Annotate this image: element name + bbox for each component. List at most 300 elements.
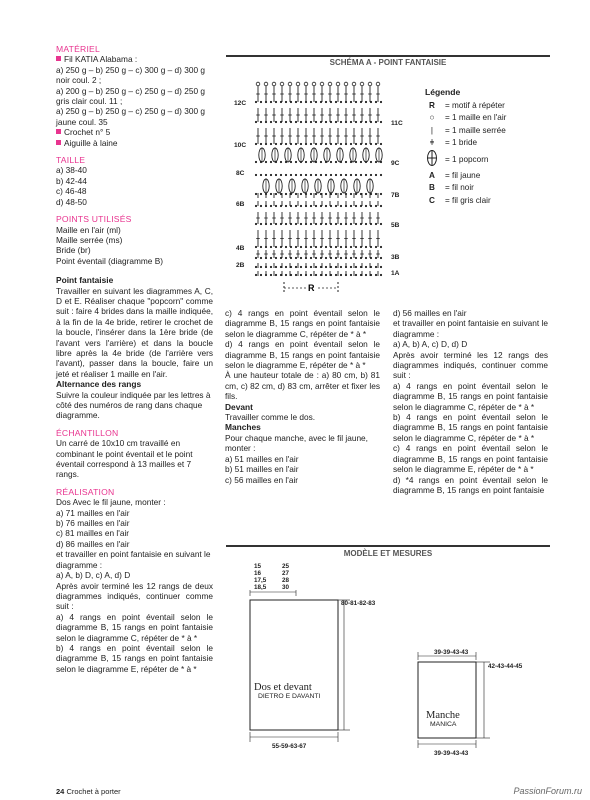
chain-loop <box>360 82 364 86</box>
legend-row: | = 1 maille serrée <box>430 125 506 135</box>
legend-row: A = fil jaune <box>429 170 481 180</box>
modele-rule <box>226 545 550 547</box>
modele-title: MODÈLE ET MESURES <box>343 549 433 558</box>
chain-stitch <box>310 223 312 225</box>
chain-stitch <box>300 121 302 123</box>
measurements-diagram <box>226 560 550 770</box>
chain-stitch <box>325 274 327 276</box>
manches-line: a) 51 mailles en l'air <box>225 453 299 464</box>
echantillon-text: Un carré de 10x10 cm travaillé en combinant le point éventail et le point éventail correspond à 13 mailles et 7 rangs. <box>56 438 193 480</box>
alternance-text: Suivre la couleur indiquée par les lettres à côté des numéros de rang dans chaque diagramme. <box>56 389 211 421</box>
chain-stitch <box>275 174 277 176</box>
chain-stitch <box>380 246 382 248</box>
row-label: 9C <box>391 160 400 167</box>
chain-stitch <box>340 143 342 145</box>
chain-stitch <box>375 266 377 268</box>
chain-stitch <box>270 101 272 103</box>
chain-stitch <box>375 121 377 123</box>
chain-stitch <box>335 143 337 145</box>
realisation-after: Après avoir terminé les 12 rangs de deux diagrammes indiqués, continuer comme suit : <box>56 580 213 612</box>
chain-stitch <box>365 274 367 276</box>
chain-stitch <box>325 223 327 225</box>
shoulder-dim: 30 <box>282 584 290 591</box>
realisation-line: c) 81 mailles en l'air <box>56 528 130 539</box>
d-line: d) 56 mailles en l'air <box>393 308 467 318</box>
chain-stitch <box>375 257 377 259</box>
devant-text: Travailler comme le dos. <box>225 412 316 423</box>
legend-row: ǂ = 1 bride <box>429 138 478 148</box>
dos-sub: DIETRO E DAVANTI <box>258 693 321 700</box>
legend-row: B = fil noir <box>429 183 474 193</box>
bullet-icon <box>56 140 61 145</box>
chain-stitch <box>380 257 382 259</box>
neck-dim: 17,5 <box>254 577 267 584</box>
chain-stitch <box>335 246 337 248</box>
chain-stitch <box>255 101 257 103</box>
chain-stitch <box>340 205 342 207</box>
chain-stitch <box>335 174 337 176</box>
chain-stitch <box>275 223 277 225</box>
manches-line: Pour chaque manche, avec le fil jaune, monter : <box>225 432 368 454</box>
chain-stitch <box>255 143 257 145</box>
chain-stitch <box>270 121 272 123</box>
chain-stitch <box>365 174 367 176</box>
chain-stitch <box>315 223 317 225</box>
realisation-line: b) 76 mailles en l'air <box>56 518 130 529</box>
chain-loop <box>272 82 276 86</box>
chain-stitch <box>315 246 317 248</box>
page-footer <box>56 787 121 796</box>
chain-stitch <box>260 257 262 259</box>
chain-stitch <box>325 174 327 176</box>
manche-label: Manche <box>426 710 460 721</box>
legend-row: R = motif à répéter <box>429 100 505 110</box>
cont-text: et travailler en point fantaisie en suivant le diagramme : <box>393 318 548 339</box>
chain-stitch <box>380 274 382 276</box>
chain-stitch <box>255 274 257 276</box>
devant-title: Devant <box>225 401 253 412</box>
chain-stitch <box>310 193 312 195</box>
chain-stitch <box>300 193 302 195</box>
chain-stitch <box>380 101 382 103</box>
chain-stitch <box>295 274 297 276</box>
chain-loop <box>304 82 308 86</box>
chain-stitch <box>335 223 337 225</box>
chain-stitch <box>315 205 317 207</box>
chain-stitch <box>310 174 312 176</box>
popcorn-icon <box>425 149 439 169</box>
echantillon-heading: ÉCHANTILLON <box>56 427 119 438</box>
chain-stitch <box>335 101 337 103</box>
hauteur-text: À une hauteur totale de : a) 80 cm, b) 81 cm, c) 82 cm, d) 83 cm, arrêter et fixer les fils. <box>225 370 380 402</box>
chain-stitch <box>290 174 292 176</box>
chain-stitch <box>350 101 352 103</box>
chain-stitch <box>315 174 317 176</box>
row-label: 10C <box>234 142 247 149</box>
chain-stitch <box>355 205 357 207</box>
chain-stitch <box>365 257 367 259</box>
chain-loop <box>264 82 268 86</box>
chain-stitch <box>295 266 297 268</box>
taille-heading: TAILLE <box>56 155 86 166</box>
chain-stitch <box>285 266 287 268</box>
chain-stitch <box>315 143 317 145</box>
materiel-heading: MATÉRIEL <box>56 44 100 54</box>
row-label: 4B <box>236 245 245 252</box>
chain-stitch <box>335 274 337 276</box>
chain-stitch <box>325 121 327 123</box>
chain-stitch <box>300 246 302 248</box>
chain-loop <box>256 82 260 86</box>
chain-stitch <box>315 121 317 123</box>
taille-line: a) 38-40 <box>56 165 87 176</box>
dos-height-dim: 80-81-82-83 <box>341 600 376 607</box>
chain-stitch <box>285 174 287 176</box>
magazine-name: Crochet à porter <box>66 787 121 796</box>
repeat-label: R <box>308 283 315 293</box>
chain-stitch <box>295 246 297 248</box>
chain-stitch <box>350 266 352 268</box>
chain-stitch <box>275 143 277 145</box>
chain-stitch <box>340 274 342 276</box>
chain-stitch <box>295 174 297 176</box>
chain-stitch <box>380 205 382 207</box>
chain-stitch <box>340 266 342 268</box>
column-right <box>393 308 548 495</box>
point-fantaisie-title: Point fantaisie <box>56 275 114 286</box>
taille-line: c) 46-48 <box>56 186 87 197</box>
row-label: 6B <box>236 201 245 208</box>
chain-stitch <box>365 101 367 103</box>
item-b: b) 4 rangs en point éventail selon le diagramme B, 15 rangs en point fantaisie selon le diagramme C, répéter de * à * <box>393 412 548 443</box>
chain-stitch <box>275 205 277 207</box>
chain-stitch <box>325 101 327 103</box>
item-a: a) 4 rangs en point éventail selon le diagramme B, 15 rangs en point fantaisie selon le diagramme C, répéter de * à * <box>393 380 548 412</box>
chain-stitch <box>295 101 297 103</box>
watermark: PassionForum.ru <box>513 786 582 796</box>
chain-stitch <box>310 274 312 276</box>
alternance-title: Alternance des rangs <box>56 379 142 390</box>
chain-stitch <box>330 174 332 176</box>
shoulder-dim: 28 <box>282 577 290 584</box>
chain-stitch <box>285 246 287 248</box>
chain-stitch <box>260 246 262 248</box>
shoulder-dim: 25 <box>282 563 290 570</box>
chain-stitch <box>340 121 342 123</box>
chain-stitch <box>310 121 312 123</box>
chain-stitch <box>275 101 277 103</box>
chain-stitch <box>340 223 342 225</box>
chain-stitch <box>310 143 312 145</box>
chain-stitch <box>260 174 262 176</box>
chain-stitch <box>355 101 357 103</box>
legend-title: Légende <box>425 87 461 97</box>
chain-stitch <box>345 161 347 163</box>
legend-row: ○ = 1 maille en l'air <box>429 113 507 123</box>
legend-row: C = fil gris clair <box>429 195 491 205</box>
row-label: 5B <box>391 222 400 229</box>
stitch-diagram <box>226 72 426 302</box>
row-label: 1A <box>391 270 400 277</box>
chain-loop <box>336 82 340 86</box>
chain-stitch <box>320 161 322 163</box>
chain-stitch <box>335 121 337 123</box>
chain-stitch <box>355 246 357 248</box>
chain-stitch <box>335 205 337 207</box>
chain-stitch <box>310 257 312 259</box>
materiel-line: Fil KATIA Alabama : <box>56 54 213 64</box>
chain-loop <box>320 82 324 86</box>
chain-stitch <box>255 174 257 176</box>
points-line: Maille en l'air (ml) <box>56 224 121 235</box>
manches-line: c) 56 mailles en l'air <box>225 474 299 485</box>
chain-stitch <box>270 274 272 276</box>
chain-stitch <box>380 121 382 123</box>
chain-stitch <box>360 161 362 163</box>
chain-stitch <box>325 193 327 195</box>
row-label: 8C <box>236 170 245 177</box>
materiel-line: Crochet n° 5 <box>56 127 213 137</box>
chain-stitch <box>260 274 262 276</box>
chain-stitch <box>350 223 352 225</box>
chain-stitch <box>255 257 257 259</box>
realisation-a: a) 4 rangs en point éventail selon le diagramme B, 15 rangs en point fantaisie selon le diagramme C, répéter de * à * <box>56 611 213 643</box>
chain-stitch <box>350 246 352 248</box>
chain-stitch <box>295 143 297 145</box>
manches-line: b) 51 mailles en l'air <box>225 464 299 475</box>
chain-stitch <box>350 193 352 195</box>
chain-stitch <box>355 257 357 259</box>
chain-stitch <box>270 174 272 176</box>
chain-stitch <box>300 205 302 207</box>
chain-stitch <box>290 161 292 163</box>
chain-stitch <box>260 121 262 123</box>
chain-stitch <box>320 174 322 176</box>
chain-stitch <box>340 174 342 176</box>
chain-stitch <box>325 266 327 268</box>
legend <box>425 87 545 207</box>
schema-rule <box>226 55 550 57</box>
chain-stitch <box>265 161 267 163</box>
chain-stitch <box>365 223 367 225</box>
chain-stitch <box>380 223 382 225</box>
chain-stitch <box>355 223 357 225</box>
column-middle <box>225 308 380 485</box>
point-fantaisie-text: Travailler en suivant les diagrammes A, C, D et E. Réaliser chaque "popcorn" comme suit : faire 4 brides dans la maille indiquée, à la fin de la 4e bride, retirer le crochet de la boucle, l'insérer dans la 1ère bride (de l'avant vers l'arrière) et dans la boucle libre après la 4e bride (de l'arrière vers l'avant), passer dans la boucle, faire un jeté et réaliser 1 maille en l'air. <box>56 285 213 379</box>
chain-stitch <box>295 161 297 163</box>
chain-stitch <box>325 143 327 145</box>
chain-stitch <box>285 193 287 195</box>
chain-stitch <box>255 121 257 123</box>
chain-loop <box>296 82 300 86</box>
manche-height-dim: 42-43-44-45 <box>488 663 523 670</box>
chain-stitch <box>295 121 297 123</box>
chain-loop <box>288 82 292 86</box>
row-label: 11C <box>391 120 403 127</box>
bullet-icon <box>56 129 61 134</box>
chain-stitch <box>350 205 352 207</box>
chain-stitch <box>355 143 357 145</box>
chain-stitch <box>310 205 312 207</box>
chain-stitch <box>300 266 302 268</box>
chain-stitch <box>350 257 352 259</box>
materiel-line: a) 250 g – b) 250 g – c) 300 g – d) 300 g noir coul. 2 ; <box>56 64 205 86</box>
chain-stitch <box>360 174 362 176</box>
chain-stitch <box>285 223 287 225</box>
chain-stitch <box>300 143 302 145</box>
chain-stitch <box>295 223 297 225</box>
row-label: 7B <box>391 192 400 199</box>
chain-stitch <box>340 246 342 248</box>
chain-stitch <box>260 223 262 225</box>
row-label: 2B <box>236 262 245 269</box>
chain-loop <box>280 82 284 86</box>
chain-stitch <box>255 223 257 225</box>
chain-stitch <box>300 257 302 259</box>
chain-stitch <box>270 223 272 225</box>
chain-stitch <box>375 274 377 276</box>
chain-stitch <box>350 274 352 276</box>
row-label: 3B <box>391 254 400 261</box>
chain-stitch <box>375 193 377 195</box>
chain-stitch <box>255 266 257 268</box>
chain-stitch <box>260 143 262 145</box>
points-line: Point éventail (diagramme B) <box>56 255 163 266</box>
after-text: Après avoir terminé les 12 rangs des diagrammes indiqués, continuer comme suit : <box>393 349 548 381</box>
chain-loop <box>328 82 332 86</box>
chain-stitch <box>270 143 272 145</box>
taille-line: d) 48-50 <box>56 196 87 207</box>
chain-stitch <box>285 257 287 259</box>
chain-stitch <box>275 121 277 123</box>
chain-stitch <box>285 121 287 123</box>
dos-devant-shape <box>250 600 338 730</box>
chain-stitch <box>355 161 357 163</box>
chain-stitch <box>310 246 312 248</box>
item-d: d) *4 rangs en point éventail selon le diagramme B, 15 rangs en point fantaisie <box>393 474 548 495</box>
materiel-line: Aiguille à laine <box>56 138 213 148</box>
column-left <box>56 44 213 674</box>
chain-stitch <box>375 174 377 176</box>
realisation-line: a) A, b) D, c) A, d) D <box>56 570 131 581</box>
chain-stitch <box>280 174 282 176</box>
chain-stitch <box>350 143 352 145</box>
chain-loop <box>368 82 372 86</box>
points-heading: POINTS UTILISÉS <box>56 214 132 225</box>
chain-stitch <box>355 274 357 276</box>
chain-stitch <box>300 101 302 103</box>
chain-stitch <box>300 223 302 225</box>
chain-stitch <box>275 257 277 259</box>
chain-stitch <box>300 274 302 276</box>
chain-stitch <box>365 193 367 195</box>
chain-stitch <box>295 193 297 195</box>
chain-stitch <box>340 257 342 259</box>
taille-line: b) 42-44 <box>56 175 87 186</box>
chain-stitch <box>335 266 337 268</box>
chain-stitch <box>340 193 342 195</box>
chain-stitch <box>285 101 287 103</box>
chain-stitch <box>270 161 272 163</box>
schema-title: SCHÉMA A - POINT FANTAISIE <box>329 58 447 67</box>
chain-loop <box>312 82 316 86</box>
chain-stitch <box>380 143 382 145</box>
shoulder-dim: 27 <box>282 570 290 577</box>
manche-sub: MANICA <box>430 721 457 728</box>
chain-stitch <box>325 257 327 259</box>
realisation-line: Dos Avec le fil jaune, monter : <box>56 497 166 508</box>
chain-stitch <box>315 101 317 103</box>
chain-stitch <box>280 161 282 163</box>
chain-stitch <box>295 205 297 207</box>
c-text: c) 4 rangs en point éventail selon le diagramme B, 15 rangs en point fantaisie selon le diagramme C, répéter de * à * <box>225 308 380 339</box>
chain-stitch <box>260 266 262 268</box>
chain-stitch <box>315 266 317 268</box>
chain-stitch <box>375 205 377 207</box>
chain-stitch <box>365 143 367 145</box>
dos-label: Dos et devant <box>254 682 312 693</box>
chain-stitch <box>275 266 277 268</box>
chain-stitch <box>330 161 332 163</box>
chain-stitch <box>350 121 352 123</box>
chain-stitch <box>310 101 312 103</box>
chain-stitch <box>375 246 377 248</box>
chain-stitch <box>340 101 342 103</box>
chain-stitch <box>310 161 312 163</box>
chain-stitch <box>270 266 272 268</box>
d-text: d) 4 rangs en point éventail selon le diagramme B, 15 rangs en point fantaisie selon le diagramme E, répéter de * à * <box>225 339 380 371</box>
realisation-line: a) 71 mailles en l'air <box>56 507 130 518</box>
realisation-line: d) 86 mailles en l'air <box>56 538 130 549</box>
item-c: c) 4 rangs en point éventail selon le diagramme B, 15 rangs en point fantaisie selon le diagramme E, répéter de * à * <box>393 443 548 475</box>
chain-stitch <box>365 121 367 123</box>
bullet-icon <box>56 56 61 61</box>
chain-stitch <box>365 246 367 248</box>
chain-stitch <box>305 161 307 163</box>
chain-stitch <box>325 246 327 248</box>
realisation-b: b) 4 rangs en point éventail selon le diagramme B, 15 rangs en point fantaisie selon le diagramme E, répéter de * à * <box>56 642 213 674</box>
neck-dim: 18,5 <box>254 584 267 591</box>
chain-stitch <box>275 274 277 276</box>
chain-stitch <box>260 193 262 195</box>
legend-row: = 1 popcorn <box>425 149 545 169</box>
chain-stitch <box>305 174 307 176</box>
chain-stitch <box>260 205 262 207</box>
chain-stitch <box>375 101 377 103</box>
chain-stitch <box>365 266 367 268</box>
chain-stitch <box>270 257 272 259</box>
chain-stitch <box>265 174 267 176</box>
chain-stitch <box>285 274 287 276</box>
materiel-line: a) 200 g – b) 250 g – c) 250 g – d) 250 g gris clair coul. 11 ; <box>56 85 205 107</box>
chain-stitch <box>335 193 337 195</box>
chain-stitch <box>310 266 312 268</box>
chain-loop <box>344 82 348 86</box>
chain-stitch <box>260 101 262 103</box>
chain-stitch <box>350 174 352 176</box>
chain-stitch <box>380 266 382 268</box>
chain-stitch <box>335 161 337 163</box>
chain-stitch <box>355 174 357 176</box>
row-label: 12C <box>234 100 247 107</box>
chain-stitch <box>375 143 377 145</box>
materiel-line: a) 250 g – b) 250 g – c) 250 g – d) 300 g jaune coul. 35 <box>56 106 205 127</box>
dos-width-dim: 55-59-63-67 <box>272 743 307 750</box>
manches-title: Manches <box>225 422 261 433</box>
points-line: Maille serrée (ms) <box>56 234 123 245</box>
chain-stitch <box>375 223 377 225</box>
chain-stitch <box>380 193 382 195</box>
